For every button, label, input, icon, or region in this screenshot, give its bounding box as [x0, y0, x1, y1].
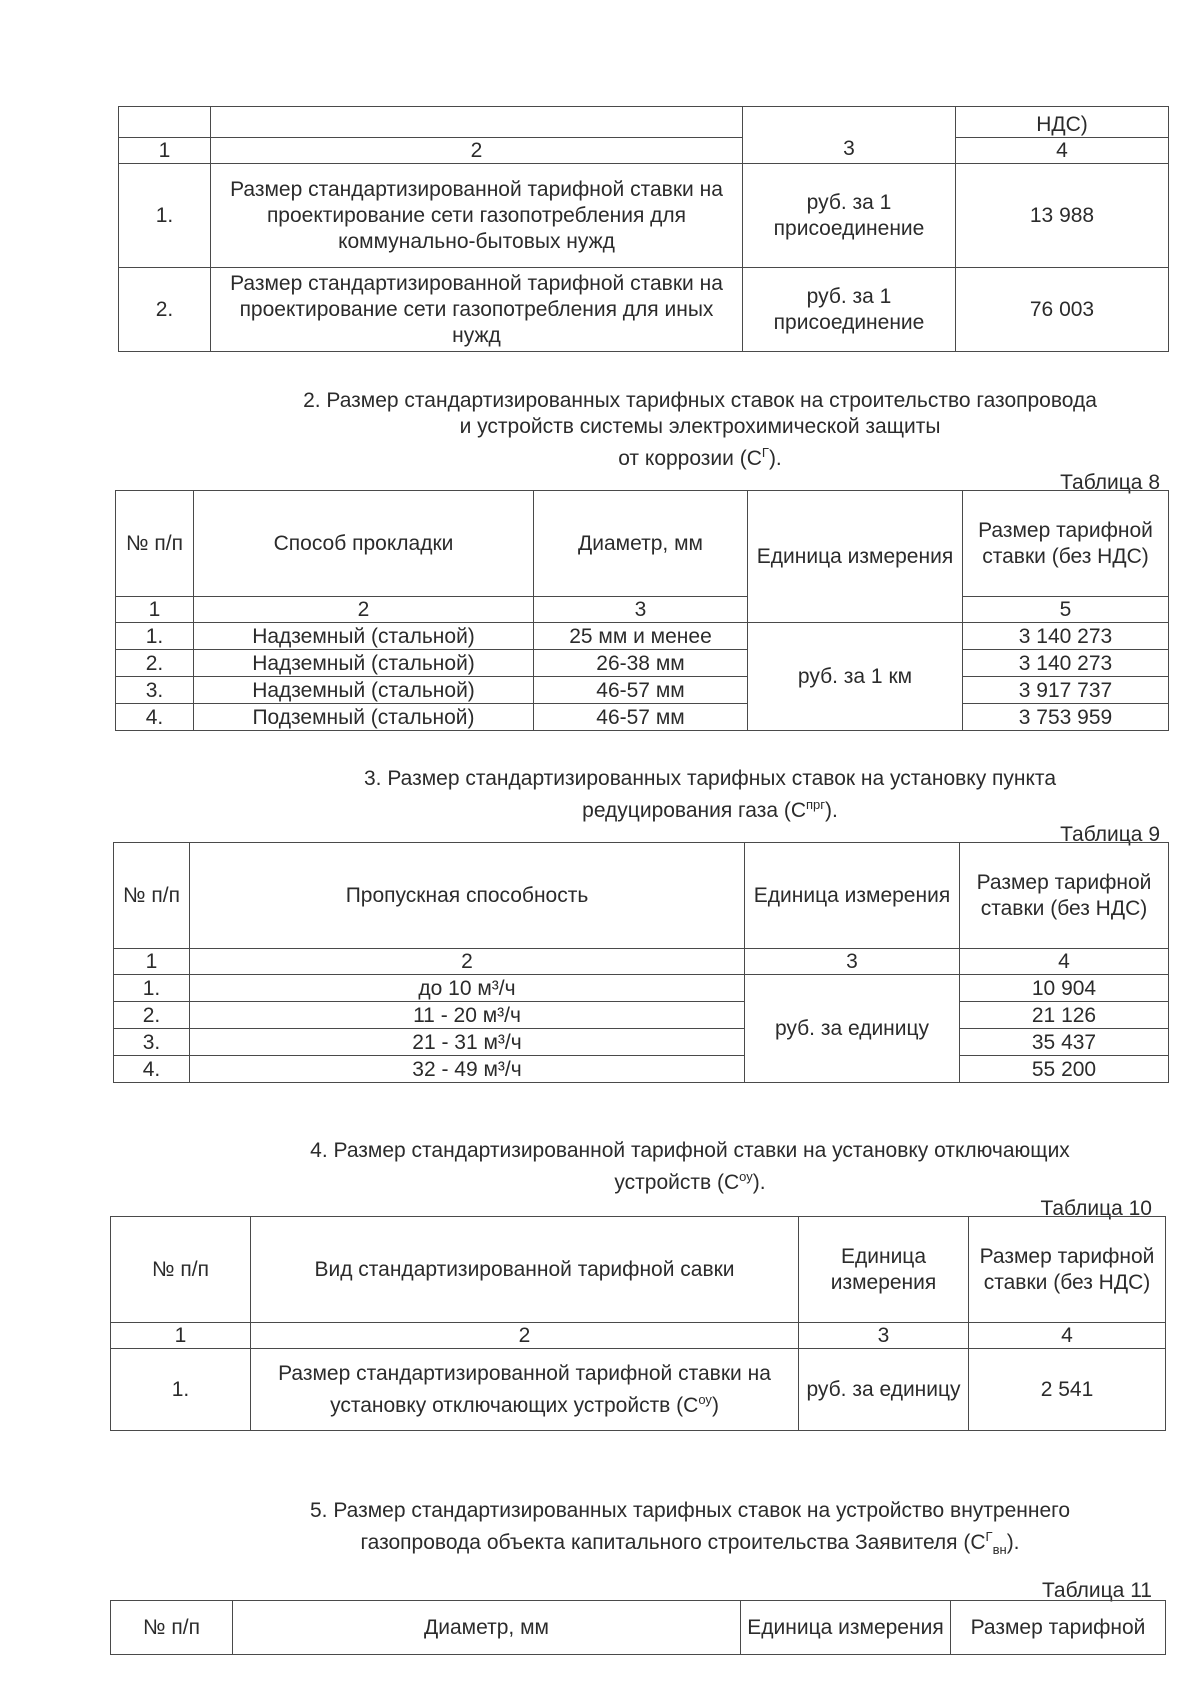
row-method: Надземный (стальной)	[194, 650, 534, 677]
table-header-row	[111, 1601, 1166, 1655]
table-11-label: Таблица 11	[1042, 1579, 1152, 1602]
table-9	[113, 842, 1169, 1083]
row-num: 2.	[119, 268, 211, 352]
header-unit: Единица измерения	[741, 1601, 951, 1655]
table-row	[116, 597, 1169, 623]
table-8-label: Таблица 8	[1060, 471, 1160, 494]
header-kind: Вид стандартизированной тарифной савки	[251, 1217, 799, 1323]
table-row	[116, 677, 1169, 704]
colnum: 2	[251, 1323, 799, 1349]
row-num: 2.	[116, 650, 194, 677]
row-value: 3 917 737	[963, 677, 1169, 704]
row-value: 21 126	[960, 1002, 1169, 1029]
row-num: 3.	[114, 1029, 190, 1056]
table-row	[111, 1323, 1166, 1349]
row-num: 1.	[114, 975, 190, 1002]
header-capacity: Пропускная способность	[190, 843, 745, 949]
row-name: Размер стандартизированной тарифной ставки на установку отключающих устройств $(С^{оу})$	[251, 1349, 799, 1431]
table-row	[114, 975, 1169, 1002]
row-num: 2.	[114, 1002, 190, 1029]
table-row	[119, 107, 1169, 138]
header-diameter: Диаметр, мм	[534, 491, 748, 597]
header-num: № п/п	[114, 843, 190, 949]
table-row	[119, 164, 1169, 268]
row-value: 2 541	[969, 1349, 1166, 1431]
row-num: 1.	[119, 164, 211, 268]
row-method: Надземный (стальной)	[194, 677, 534, 704]
row-name: Размер стандартизированной тарифной ставки на проектирование сети газопотребления для иных нужд	[211, 268, 743, 352]
table-11	[110, 1600, 1166, 1655]
row-diameter: 46-57 мм	[534, 677, 748, 704]
row-value: 10 904	[960, 975, 1169, 1002]
row-diameter: 26-38 мм	[534, 650, 748, 677]
row-num: 3.	[116, 677, 194, 704]
header-tail: НДС)	[1036, 112, 1088, 136]
header-value: Размер тарифной ставки (без НДС)	[960, 843, 1169, 949]
section-4-heading: 4. Размер стандартизированной тарифной ставки на установку отключающих устройств $(С^{оу})$.	[310, 1139, 1070, 1194]
table-7	[118, 106, 1169, 352]
row-capacity: до 10 м³/ч	[190, 975, 745, 1002]
header-num: № п/п	[111, 1217, 251, 1323]
row-unit: руб. за единицу	[745, 975, 960, 1083]
table-8	[115, 490, 1169, 731]
colnum: 3	[745, 949, 960, 975]
row-capacity: 11 - 20 м³/ч	[190, 1002, 745, 1029]
table-row	[114, 1002, 1169, 1029]
row-value: 3 753 959	[963, 704, 1169, 731]
table-row	[114, 1056, 1169, 1083]
colnum: 1	[119, 138, 211, 164]
row-diameter: 46-57 мм	[534, 704, 748, 731]
colnum: 4	[969, 1323, 1166, 1349]
table-header-row	[111, 1217, 1166, 1323]
table-9-label: Таблица 9	[1060, 823, 1160, 846]
header-value: Размер тарифной ставки (без НДС)	[963, 491, 1169, 597]
row-unit: руб. за 1 км	[748, 623, 963, 731]
colnum: 3	[799, 1323, 969, 1349]
row-num: 4.	[116, 704, 194, 731]
section-3-heading: 3. Размер стандартизированных тарифных ставок на установку пункта редуцирования газа $(С^{прг})$.	[364, 767, 1056, 822]
colnum: 3	[843, 137, 855, 160]
row-capacity: 32 - 49 м³/ч	[190, 1056, 745, 1083]
colnum: 4	[960, 949, 1169, 975]
header-diameter: Диаметр, мм	[233, 1601, 741, 1655]
row-unit: руб. за 1 присоединение	[743, 268, 956, 352]
table-row	[114, 1029, 1169, 1056]
section-2-heading: 2. Размер стандартизированных тарифных ставок на строительство газопровода и устройств системы электрохимической защиты от коррозии $(С^Г)$.	[303, 389, 1097, 470]
row-value: 35 437	[960, 1029, 1169, 1056]
row-diameter: 25 мм и менее	[534, 623, 748, 650]
row-capacity: 21 - 31 м³/ч	[190, 1029, 745, 1056]
row-value: 13 988	[956, 164, 1169, 268]
row-value: 3 140 273	[963, 623, 1169, 650]
section-5-heading: 5. Размер стандартизированных тарифных ставок на устройство внутреннего газопровода объекта капитального строительства Заявителя $(С^Г_{вн})$.	[309, 1499, 1071, 1558]
colnum: 1	[116, 597, 194, 623]
header-method: Способ прокладки	[194, 491, 534, 597]
row-value: 76 003	[956, 268, 1169, 352]
table-row	[119, 268, 1169, 352]
colnum: 2	[211, 138, 743, 164]
row-value: 55 200	[960, 1056, 1169, 1083]
header-unit: Единица измерения	[748, 491, 963, 623]
header-unit: Единица измерения	[799, 1217, 969, 1323]
row-method: Надземный (стальной)	[194, 623, 534, 650]
table-row	[111, 1349, 1166, 1431]
header-value: Размер тарифной ставки (без НДС)	[969, 1217, 1166, 1323]
colnum: 2	[190, 949, 745, 975]
row-name: Размер стандартизированной тарифной ставки на проектирование сети газопотребления для коммунально-бытовых нужд	[211, 164, 743, 268]
row-num: 1.	[111, 1349, 251, 1431]
header-value: Размер тарифной	[951, 1601, 1166, 1655]
table-header-row	[116, 491, 1169, 597]
colnum: 4	[956, 138, 1169, 164]
table-10	[110, 1216, 1166, 1431]
table-row	[116, 650, 1169, 677]
table-header-row	[114, 843, 1169, 949]
table-row	[114, 949, 1169, 975]
row-value: 3 140 273	[963, 650, 1169, 677]
row-num: 4.	[114, 1056, 190, 1083]
colnum: 2	[194, 597, 534, 623]
row-num: 1.	[116, 623, 194, 650]
header-num: № п/п	[111, 1601, 233, 1655]
table-row	[116, 704, 1169, 731]
row-unit: руб. за единицу	[799, 1349, 969, 1431]
colnum: 1	[114, 949, 190, 975]
header-num: № п/п	[116, 491, 194, 597]
table-row	[116, 623, 1169, 650]
colnum: 5	[963, 597, 1169, 623]
row-unit: руб. за 1 присоединение	[743, 164, 956, 268]
row-method: Подземный (стальной)	[194, 704, 534, 731]
table-10-label: Таблица 10	[1040, 1197, 1152, 1220]
header-unit: Единица измерения	[745, 843, 960, 949]
colnum: 1	[111, 1323, 251, 1349]
table-row	[119, 138, 1169, 164]
colnum: 3	[534, 597, 748, 623]
